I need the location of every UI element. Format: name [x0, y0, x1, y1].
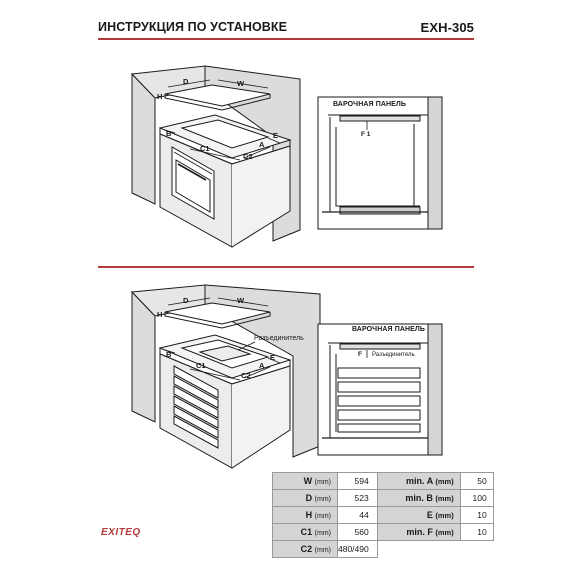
dim-label-f1: F 1: [361, 131, 371, 138]
side-disconnector-label: Разъединитель: [372, 352, 415, 358]
spec-value2: 10: [460, 524, 493, 541]
dim-label-d: D: [183, 77, 189, 86]
spec-value: 523: [338, 490, 378, 507]
dim-label-b: B: [166, 129, 172, 138]
table-row: [273, 541, 494, 558]
spec-key2: min. F: [406, 527, 433, 537]
spec-table: [272, 472, 494, 558]
disconnector-label: Разъединитель: [254, 335, 304, 342]
spec-key: C2: [300, 544, 313, 554]
dim-label-e: E: [273, 131, 279, 140]
spec-unit: (mm): [314, 547, 331, 554]
spec-key: C1: [300, 527, 313, 537]
dim-label-a-bottom: A: [259, 361, 265, 370]
table-row: [273, 490, 494, 507]
spec-value: 594: [338, 473, 378, 490]
spec-unit2: (mm): [435, 511, 454, 520]
table-row: [273, 507, 494, 524]
dim-label-c1: C1: [200, 144, 210, 153]
spec-value: 480/490: [338, 541, 378, 558]
spec-key: D: [305, 493, 313, 503]
top-section-hob: [340, 116, 420, 121]
brand-logo: EXITEQ: [101, 527, 141, 538]
dim-label-c2-bottom: C2: [241, 371, 251, 380]
dim-label-f-bottom: F: [358, 351, 362, 358]
dim-label-d-bottom: D: [183, 296, 189, 305]
dim-label-w-bottom: W: [237, 296, 245, 305]
spec-unit2: (mm): [435, 528, 454, 537]
dim-label-e-bottom: E: [270, 353, 276, 362]
spec-key2: E: [426, 510, 433, 520]
model-number: EXH-305: [420, 20, 474, 35]
spec-unit: (mm): [314, 479, 331, 486]
dim-label-w: W: [237, 79, 245, 88]
spec-unit: (mm): [314, 530, 331, 537]
spec-value: 560: [338, 524, 378, 541]
spec-key2: min. B: [405, 493, 433, 503]
spec-value2: 10: [460, 507, 493, 524]
dim-label-c2: C2: [243, 152, 253, 161]
spec-unit: (mm): [314, 513, 331, 520]
top-panel-label: ВАРОЧНАЯ ПАНЕЛЬ: [333, 101, 407, 108]
bottom-section-hob: [340, 344, 420, 349]
spec-key2: min. A: [406, 476, 433, 486]
dim-label-b-bottom: B: [166, 350, 172, 359]
table-row: [273, 473, 494, 490]
table-row: [273, 524, 494, 541]
dim-label-a: A: [259, 140, 265, 149]
spec-value2: 100: [460, 490, 493, 507]
spec-key: W: [303, 476, 313, 486]
spec-value2: 50: [460, 473, 493, 490]
dim-label-h-bottom: H: [157, 310, 163, 319]
spec-unit2: (mm): [435, 477, 454, 486]
spec-value: 44: [338, 507, 378, 524]
dim-label-h: H: [157, 92, 163, 101]
spec-unit: (mm): [314, 496, 331, 503]
bottom-panel-label: ВАРОЧНАЯ ПАНЕЛЬ: [352, 326, 426, 333]
page-title: ИНСТРУКЦИЯ ПО УСТАНОВКЕ: [98, 20, 288, 34]
spec-key: H: [305, 510, 313, 520]
spec-unit2: (mm): [435, 494, 454, 503]
dim-label-c1-bottom: C1: [196, 361, 206, 370]
